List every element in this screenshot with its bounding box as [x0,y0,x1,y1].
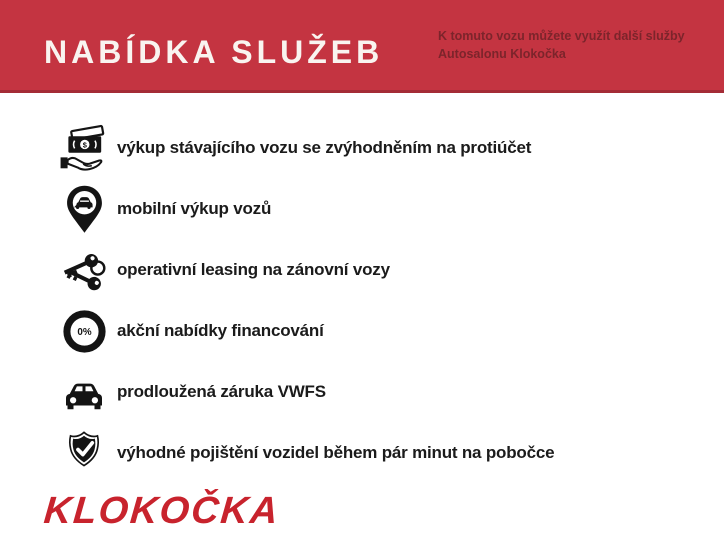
services-list [58,122,554,479]
shield-check-icon [58,427,110,479]
header-subtitle [438,27,718,63]
service-label: výkup stávajícího vozu se zvýhodněním na protiúčet [117,138,532,157]
map-pin-car-icon [58,183,110,235]
zero-percent-icon [58,305,110,357]
klokocka-logo: KLOKOČKA [42,490,282,532]
svg-text:$: $ [82,140,87,150]
service-label: operativní leasing na zánovní vozy [117,260,390,279]
service-label: výhodné pojištění vozidel během pár minut na pobočce [117,443,555,462]
service-item-insurance [58,427,554,479]
service-label: akční nabídky financování [117,321,324,340]
service-item-trade-in [58,122,554,174]
keys-icon [58,244,110,296]
service-item-mobile-buyout [58,183,554,235]
service-item-financing [58,305,554,357]
header-subtitle-line1: K tomuto vozu můžete využít další služby [438,29,685,43]
cash-in-hand-icon [58,122,110,174]
header-banner [0,0,724,93]
service-item-warranty [58,366,554,418]
header-subtitle-line2: Autosalonu Klokočka [438,47,566,61]
service-label: prodloužená záruka VWFS [117,382,326,401]
service-item-leasing [58,244,554,296]
svg-text:0%: 0% [76,326,92,338]
service-label: mobilní výkup vozů [117,199,272,218]
car-front-icon [58,366,110,418]
page-title: NABÍDKA SLUŽEB [44,34,384,70]
